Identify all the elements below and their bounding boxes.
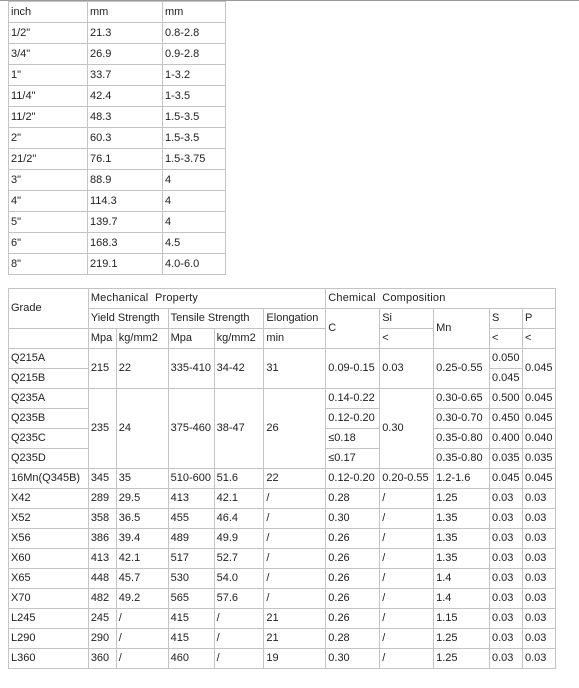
- inch-cell: 21/2": [9, 149, 88, 170]
- s-cell: 0.03: [489, 509, 522, 529]
- header-mechanical-property: Mechanical Property: [88, 289, 325, 309]
- c-cell: 0.12-0.20: [326, 409, 380, 429]
- mn-cell: 0.30-0.65: [434, 389, 490, 409]
- grade-cell: Q235A: [9, 389, 89, 409]
- wall-mm-cell: 1-3.2: [163, 65, 226, 86]
- yield-mpa-cell: 289: [88, 489, 116, 509]
- elongation-cell: 31: [264, 349, 326, 389]
- grade-property-table: [8, 288, 556, 669]
- tensile-kg-cell: 38-47: [214, 389, 264, 469]
- od-mm-cell: 48.3: [88, 107, 163, 128]
- grade-cell: Q235B: [9, 409, 89, 429]
- s-cell: 0.035: [489, 449, 522, 469]
- s-cell: 0.03: [489, 629, 522, 649]
- yield-mpa-cell: 386: [88, 529, 116, 549]
- grade-cell: X52: [9, 509, 89, 529]
- grade-cell: L360: [9, 649, 89, 669]
- yield-kg-cell: 24: [116, 389, 168, 469]
- inch-cell: 11/2": [9, 107, 88, 128]
- p-cell: 0.045: [522, 389, 555, 409]
- od-mm-cell: 42.4: [88, 86, 163, 107]
- tensile-mpa-cell: 413: [168, 489, 214, 509]
- yield-mpa-cell: 360: [88, 649, 116, 669]
- tensile-mpa-cell: 510-600: [168, 469, 214, 489]
- yield-kg-cell: 35: [116, 469, 168, 489]
- p-cell: 0.045: [522, 469, 555, 489]
- inch-cell: 11/4": [9, 86, 88, 107]
- header-c: C: [326, 309, 380, 349]
- p-cell: 0.03: [522, 529, 555, 549]
- table-row: [9, 569, 556, 589]
- od-mm-cell: 88.9: [88, 170, 163, 191]
- table-row: [9, 23, 226, 44]
- tensile-kg-cell: 42.1: [214, 489, 264, 509]
- wall-mm-cell: 1.5-3.75: [163, 149, 226, 170]
- elongation-cell: /: [264, 509, 326, 529]
- tensile-mpa-cell: 415: [168, 609, 214, 629]
- table-row: [9, 489, 556, 509]
- yield-kg-cell: 45.7: [116, 569, 168, 589]
- c-cell: 0.12-0.20: [326, 469, 380, 489]
- tensile-kg-cell: 51.6: [214, 469, 264, 489]
- header-wall-mm: mm: [163, 2, 226, 23]
- mn-cell: 1.4: [434, 569, 490, 589]
- s-cell: 0.03: [489, 609, 522, 629]
- unit-si: <: [380, 329, 434, 349]
- unit-p: <: [522, 329, 555, 349]
- header-od-mm: mm: [88, 2, 163, 23]
- p-cell: 0.040: [522, 429, 555, 449]
- header-mn: Mn: [434, 309, 490, 349]
- yield-kg-cell: 29.5: [116, 489, 168, 509]
- table-row: [9, 65, 226, 86]
- yield-mpa-cell: 215: [88, 349, 116, 389]
- grade-cell: X60: [9, 549, 89, 569]
- unit-tensile-mpa: Mpa: [168, 329, 214, 349]
- elongation-cell: 22: [264, 469, 326, 489]
- table-row: [9, 128, 226, 149]
- c-cell: 0.26: [326, 609, 380, 629]
- grade-cell: Q235D: [9, 449, 89, 469]
- yield-kg-cell: /: [116, 629, 168, 649]
- tensile-kg-cell: 54.0: [214, 569, 264, 589]
- header-si: Si: [380, 309, 434, 329]
- si-cell: /: [380, 609, 434, 629]
- od-mm-cell: 26.9: [88, 44, 163, 65]
- inch-cell: 6": [9, 233, 88, 254]
- tensile-mpa-cell: 460: [168, 649, 214, 669]
- si-cell: /: [380, 569, 434, 589]
- yield-kg-cell: 42.1: [116, 549, 168, 569]
- inch-cell: 4": [9, 191, 88, 212]
- s-cell: 0.500: [489, 389, 522, 409]
- tensile-mpa-cell: 455: [168, 509, 214, 529]
- s-cell: 0.03: [489, 489, 522, 509]
- yield-mpa-cell: 235: [88, 389, 116, 469]
- c-cell: 0.14-0.22: [326, 389, 380, 409]
- grade-cell: 16Mn(Q345B): [9, 469, 89, 489]
- s-cell: 0.03: [489, 589, 522, 609]
- c-cell: 0.26: [326, 549, 380, 569]
- header-elongation: Elongation: [264, 309, 326, 329]
- table-row: [9, 629, 556, 649]
- yield-kg-cell: 39.4: [116, 529, 168, 549]
- tensile-kg-cell: 46.4: [214, 509, 264, 529]
- inch-cell: 3": [9, 170, 88, 191]
- grade-cell: X65: [9, 569, 89, 589]
- p-cell: 0.03: [522, 649, 555, 669]
- si-cell: 0.20-0.55: [380, 469, 434, 489]
- table-row: [9, 469, 556, 489]
- yield-mpa-cell: 358: [88, 509, 116, 529]
- mn-cell: 0.35-0.80: [434, 429, 490, 449]
- od-mm-cell: 21.3: [88, 23, 163, 44]
- mn-cell: 0.25-0.55: [434, 349, 490, 389]
- c-cell: 0.28: [326, 629, 380, 649]
- grade-cell: X70: [9, 589, 89, 609]
- s-cell: 0.03: [489, 549, 522, 569]
- od-mm-cell: 114.3: [88, 191, 163, 212]
- mn-cell: 1.15: [434, 609, 490, 629]
- table-row: [9, 529, 556, 549]
- wall-mm-cell: 4.0-6.0: [163, 254, 226, 275]
- p-cell: 0.035: [522, 449, 555, 469]
- mn-cell: 1.2-1.6: [434, 469, 490, 489]
- tensile-kg-cell: /: [214, 609, 264, 629]
- header-yield-strength: Yield Strength: [88, 309, 168, 329]
- header-chemical-composition: Chemical Composition: [326, 289, 556, 309]
- wall-mm-cell: 4: [163, 170, 226, 191]
- tensile-kg-cell: /: [214, 649, 264, 669]
- p-cell: 0.03: [522, 509, 555, 529]
- mn-cell: 1.35: [434, 529, 490, 549]
- mn-cell: 0.30-0.70: [434, 409, 490, 429]
- elongation-cell: 26: [264, 389, 326, 469]
- inch-cell: 2": [9, 128, 88, 149]
- tensile-kg-cell: 49.9: [214, 529, 264, 549]
- mn-cell: 1.4: [434, 589, 490, 609]
- wall-mm-cell: 1-3.5: [163, 86, 226, 107]
- p-cell: 0.03: [522, 549, 555, 569]
- header-inch: inch: [9, 2, 88, 23]
- s-cell: 0.045: [489, 369, 522, 389]
- s-cell: 0.045: [489, 469, 522, 489]
- tensile-kg-cell: /: [214, 629, 264, 649]
- p-cell: 0.03: [522, 589, 555, 609]
- tensile-kg-cell: 34-42: [214, 349, 264, 389]
- tensile-mpa-cell: 335-410: [168, 349, 214, 389]
- mn-cell: 0.35-0.80: [434, 449, 490, 469]
- od-mm-cell: 139.7: [88, 212, 163, 233]
- s-cell: 0.050: [489, 349, 522, 369]
- wall-mm-cell: 4: [163, 191, 226, 212]
- od-mm-cell: 76.1: [88, 149, 163, 170]
- grade-cell: Q235C: [9, 429, 89, 449]
- yield-mpa-cell: 413: [88, 549, 116, 569]
- pipe-size-table: [8, 1, 226, 275]
- yield-mpa-cell: 290: [88, 629, 116, 649]
- table-row: [9, 254, 226, 275]
- header-tensile-strength: Tensile Strength: [168, 309, 264, 329]
- grade-cell: Q215A: [9, 349, 89, 369]
- s-cell: 0.03: [489, 649, 522, 669]
- table-row: [9, 509, 556, 529]
- unit-elongation: min: [264, 329, 326, 349]
- grade-cell: L290: [9, 629, 89, 649]
- table-row: [9, 589, 556, 609]
- c-cell: 0.28: [326, 489, 380, 509]
- wall-mm-cell: 4: [163, 212, 226, 233]
- od-mm-cell: 60.3: [88, 128, 163, 149]
- table-row: [9, 349, 556, 369]
- wall-mm-cell: 1.5-3.5: [163, 107, 226, 128]
- inch-cell: 3/4": [9, 44, 88, 65]
- grade-cell: X56: [9, 529, 89, 549]
- wall-mm-cell: 0.8-2.8: [163, 23, 226, 44]
- header-grade-blank: [9, 329, 89, 349]
- elongation-cell: /: [264, 569, 326, 589]
- p-cell: 0.03: [522, 609, 555, 629]
- table-row: [9, 609, 556, 629]
- s-cell: 0.400: [489, 429, 522, 449]
- s-cell: 0.03: [489, 529, 522, 549]
- p-cell: 0.03: [522, 569, 555, 589]
- c-cell: 0.26: [326, 569, 380, 589]
- p-cell: 0.03: [522, 489, 555, 509]
- grade-cell: Q215B: [9, 369, 89, 389]
- od-mm-cell: 219.1: [88, 254, 163, 275]
- mn-cell: 1.35: [434, 549, 490, 569]
- c-cell: 0.26: [326, 529, 380, 549]
- tensile-mpa-cell: 375-460: [168, 389, 214, 469]
- elongation-cell: /: [264, 589, 326, 609]
- od-mm-cell: 168.3: [88, 233, 163, 254]
- table-header-row: [9, 2, 226, 23]
- p-cell: 0.03: [522, 629, 555, 649]
- table-row: [9, 649, 556, 669]
- p-cell: 0.045: [522, 409, 555, 429]
- elongation-cell: /: [264, 529, 326, 549]
- si-cell: /: [380, 509, 434, 529]
- si-cell: /: [380, 629, 434, 649]
- tensile-mpa-cell: 565: [168, 589, 214, 609]
- inch-cell: 8": [9, 254, 88, 275]
- elongation-cell: /: [264, 489, 326, 509]
- mn-cell: 1.35: [434, 509, 490, 529]
- tensile-kg-cell: 57.6: [214, 589, 264, 609]
- wall-mm-cell: 0.9-2.8: [163, 44, 226, 65]
- yield-kg-cell: 49.2: [116, 589, 168, 609]
- c-cell: ≤0.18: [326, 429, 380, 449]
- si-cell: /: [380, 529, 434, 549]
- mn-cell: 1.25: [434, 649, 490, 669]
- s-cell: 0.450: [489, 409, 522, 429]
- yield-kg-cell: 22: [116, 349, 168, 389]
- table-row: [9, 149, 226, 170]
- table-row: [9, 170, 226, 191]
- table-row: [9, 233, 226, 254]
- si-cell: 0.30: [380, 389, 434, 469]
- yield-mpa-cell: 448: [88, 569, 116, 589]
- elongation-cell: 19: [264, 649, 326, 669]
- table-row: [9, 212, 226, 233]
- table-row: [9, 107, 226, 128]
- yield-mpa-cell: 245: [88, 609, 116, 629]
- c-cell: 0.09-0.15: [326, 349, 380, 389]
- elongation-cell: 21: [264, 629, 326, 649]
- yield-kg-cell: /: [116, 609, 168, 629]
- elongation-cell: /: [264, 549, 326, 569]
- unit-s: <: [489, 329, 522, 349]
- unit-yield-kg: kg/mm2: [116, 329, 168, 349]
- c-cell: ≤0.17: [326, 449, 380, 469]
- s-cell: 0.03: [489, 569, 522, 589]
- si-cell: /: [380, 649, 434, 669]
- table-row: [9, 549, 556, 569]
- p-cell: 0.045: [522, 349, 555, 389]
- inch-cell: 5": [9, 212, 88, 233]
- wall-mm-cell: 4.5: [163, 233, 226, 254]
- yield-mpa-cell: 345: [88, 469, 116, 489]
- inch-cell: 1/2": [9, 23, 88, 44]
- si-cell: /: [380, 489, 434, 509]
- c-cell: 0.30: [326, 649, 380, 669]
- si-cell: /: [380, 589, 434, 609]
- table-row: [9, 389, 556, 409]
- tensile-mpa-cell: 489: [168, 529, 214, 549]
- elongation-cell: 21: [264, 609, 326, 629]
- inch-cell: 1": [9, 65, 88, 86]
- si-cell: /: [380, 549, 434, 569]
- grade-cell: X42: [9, 489, 89, 509]
- yield-mpa-cell: 482: [88, 589, 116, 609]
- header-s: S: [489, 309, 522, 329]
- wall-mm-cell: 1.5-3.5: [163, 128, 226, 149]
- c-cell: 0.26: [326, 589, 380, 609]
- table-row: [9, 191, 226, 212]
- table-row: [9, 44, 226, 65]
- c-cell: 0.30: [326, 509, 380, 529]
- header-p: P: [522, 309, 555, 329]
- tensile-mpa-cell: 530: [168, 569, 214, 589]
- unit-yield-mpa: Mpa: [88, 329, 116, 349]
- od-mm-cell: 33.7: [88, 65, 163, 86]
- tensile-kg-cell: 52.7: [214, 549, 264, 569]
- mn-cell: 1.25: [434, 629, 490, 649]
- tensile-mpa-cell: 415: [168, 629, 214, 649]
- tensile-mpa-cell: 517: [168, 549, 214, 569]
- table-row: [9, 86, 226, 107]
- grade-cell: L245: [9, 609, 89, 629]
- unit-tensile-kg: kg/mm2: [214, 329, 264, 349]
- mn-cell: 1.25: [434, 489, 490, 509]
- header-grade: Grade: [9, 289, 89, 329]
- yield-kg-cell: /: [116, 649, 168, 669]
- yield-kg-cell: 36.5: [116, 509, 168, 529]
- si-cell: 0.03: [380, 349, 434, 389]
